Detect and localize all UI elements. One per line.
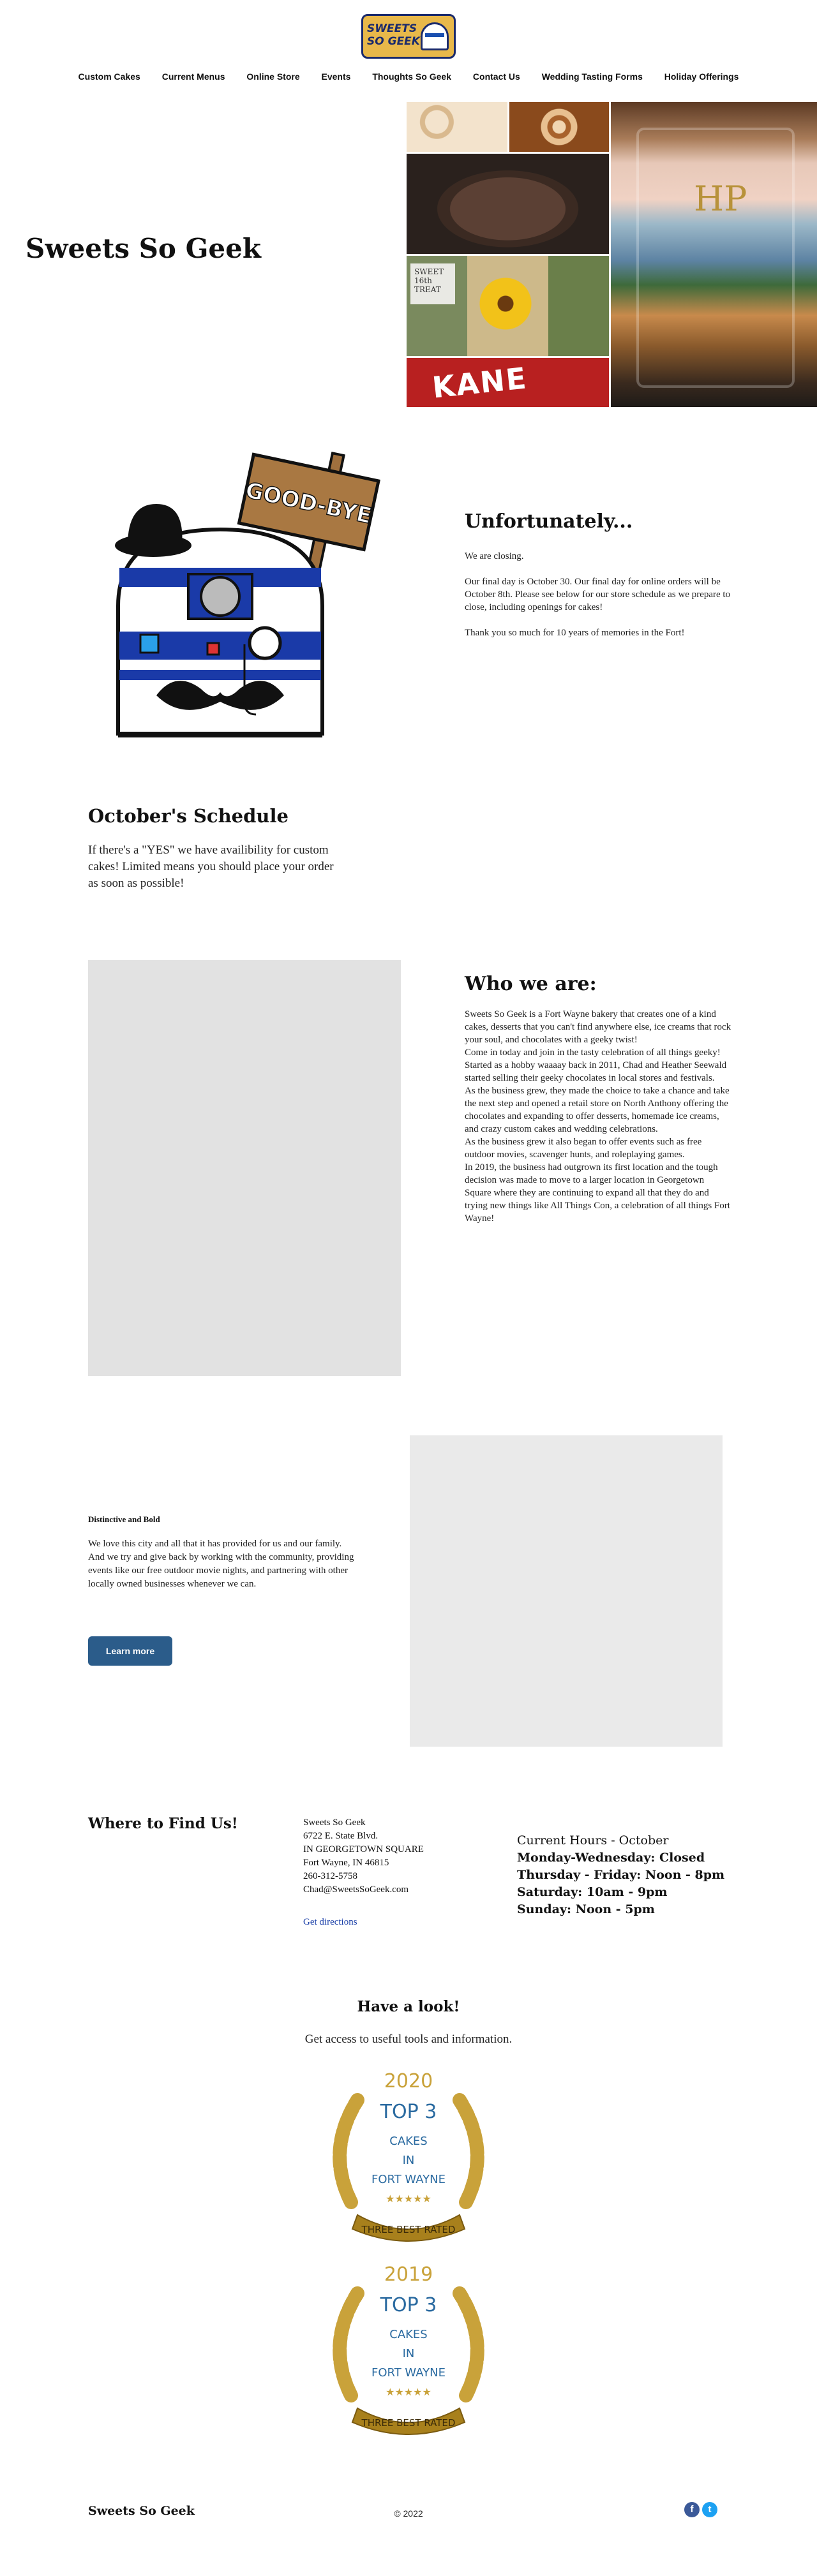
who-we-are-image-placeholder (88, 960, 401, 1376)
have-a-look-title: Have a look! (357, 1998, 460, 2015)
award-badge-2019[interactable] (313, 2255, 504, 2446)
who-we-are-body (465, 1008, 733, 1225)
badge-stars: ★★★★★ (386, 2193, 431, 2205)
hours-block (517, 1832, 734, 1918)
nav-thoughts-so-geek[interactable]: Thoughts So Geek (372, 71, 452, 82)
logo-text: SWEETS SO GEEK (367, 22, 420, 48)
facebook-icon[interactable]: f (684, 2502, 700, 2517)
address-line: IN GEORGETOWN SQUARE (303, 1844, 424, 1854)
goodbye-paragraph: We are closing. (465, 551, 524, 561)
social-links (684, 2502, 720, 2519)
hours-title: Current Hours - October (517, 1833, 669, 1847)
badge-line1: CAKES (389, 2328, 428, 2341)
badge-line3: FORT WAYNE (371, 2173, 446, 2186)
badge-ribbon: THREE BEST RATED (361, 2417, 456, 2429)
badge-top: TOP 3 (380, 2101, 437, 2123)
address-line: 6722 E. State Blvd. (303, 1831, 379, 1841)
site-header (0, 0, 817, 96)
hero-section (0, 102, 817, 407)
goodbye-robot-illustration (105, 440, 393, 746)
october-schedule-title: October's Schedule (88, 805, 289, 827)
logo-robot-icon (421, 22, 449, 50)
who-paragraph: As the business grew, they made the choice to take a chance and take the next step and opened a retail store on North Anthony offering the chocolates and expanding to offer desserts, homemade ice creams, and crazy custom cakes and wedding celebrations. (465, 1086, 730, 1134)
footer-brand: Sweets So Geek (88, 2504, 195, 2518)
badge-ribbon: THREE BEST RATED (361, 2224, 456, 2235)
hero-photo-collage (407, 102, 817, 407)
badge-line1: CAKES (389, 2135, 428, 2148)
hero-title: Sweets So Geek (26, 233, 261, 264)
goodbye-body (465, 550, 733, 652)
email-address: Chad@SweetsSoGeek.com (303, 1884, 409, 1895)
main-nav (0, 71, 817, 82)
goodbye-paragraph: Our final day is October 30. Our final day for online orders will be October 8th. Please see below for our store schedule as we prepare to close, including openings for cakes! (465, 577, 731, 612)
hours-line: Monday-Wednesday: Closed (517, 1851, 705, 1865)
distinctive-body: We love this city and all that it has provided for us and our family. And we try and give back by working with the community, providing events like our free outdoor movie nights, and partnering with other locally owned businesses whenever we can. (88, 1539, 354, 1589)
who-paragraph: Come in today and join in the tasty celebration of all things geeky! (465, 1047, 721, 1058)
collage-photo-spaceship-cake (407, 154, 609, 254)
who-paragraph: As the business grew it also began to offer events such as free outdoor movies, scavenger hunts, and roleplaying games. (465, 1137, 702, 1160)
who-paragraph: In 2019, the business had outgrown its first location and the tough decision was made to move to a larger location in Georgetown Square where they are continuing to expand all that they do and trying new things like All Things Con, a celebration of all things Fort Wayne! (465, 1162, 730, 1224)
have-a-look-subtitle: Get access to useful tools and information. (304, 2032, 513, 2046)
sign-text: GOOD-BYE (243, 477, 374, 529)
learn-more-button[interactable]: Learn more (88, 1636, 172, 1666)
award-badge-2020[interactable] (313, 2062, 504, 2253)
badge-top: TOP 3 (380, 2294, 437, 2316)
hours-line: Saturday: 10am - 9pm (517, 1885, 668, 1899)
goodbye-paragraph: Thank you so much for 10 years of memories in the Fort! (465, 628, 685, 638)
collage-photo-cinnamon-rolls (509, 102, 609, 152)
badge-year: 2019 (384, 2263, 433, 2286)
badge-year: 2020 (384, 2070, 433, 2092)
nav-contact-us[interactable]: Contact Us (472, 71, 520, 82)
nav-holiday-offerings[interactable]: Holiday Offerings (664, 71, 739, 82)
collage-photo-cupcakes (407, 102, 507, 152)
hours-line: Thursday - Friday: Noon - 8pm (517, 1868, 725, 1882)
hours-line: Sunday: Noon - 5pm (517, 1902, 655, 1916)
address-line: Sweets So Geek (303, 1817, 366, 1828)
collage-photo-jersey-cake (407, 358, 609, 407)
nav-events[interactable]: Events (321, 71, 351, 82)
who-we-are-title: Who we are: (465, 973, 597, 995)
nav-current-menus[interactable]: Current Menus (161, 71, 225, 82)
who-paragraph: Started as a hobby waaaay back in 2011, Chad and Heather Seewald started selling their geeky chocolates in local stores and festivals. (465, 1060, 727, 1083)
badge-line2: IN (402, 2347, 415, 2360)
goodbye-title: Unfortunately... (465, 510, 633, 533)
collage-jersey-text: KANE (430, 360, 529, 405)
collage-sign-text: SWEET 16th TREAT (410, 263, 455, 304)
badge-stars: ★★★★★ (386, 2386, 431, 2398)
copyright-text: © 2022 (394, 2508, 423, 2519)
distinctive-image-placeholder (410, 1435, 723, 1747)
twitter-icon[interactable]: t (702, 2502, 717, 2517)
who-paragraph: Sweets So Geek is a Fort Wayne bakery that creates one of a kind cakes, desserts that you can't find anywhere else, ice creams that rock your soul, and chocolates with a geeky twist! (465, 1009, 731, 1045)
collage-photo-tiered-cake (611, 102, 817, 407)
distinctive-title: Distinctive and Bold (88, 1514, 160, 1524)
address-block (303, 1816, 456, 1897)
badge-line3: FORT WAYNE (371, 2366, 446, 2380)
phone-number: 260-312-5758 (303, 1871, 357, 1881)
nav-custom-cakes[interactable]: Custom Cakes (78, 71, 140, 82)
site-logo[interactable] (361, 14, 456, 59)
collage-cake-text: HP (694, 179, 747, 219)
badge-line2: IN (402, 2154, 415, 2167)
nav-wedding-tasting-forms[interactable]: Wedding Tasting Forms (541, 71, 643, 82)
find-us-title: Where to Find Us! (88, 1815, 238, 1832)
october-schedule-text: If there's a "YES" we have availibility for custom cakes! Limited means you should place your order as soon as possible! (88, 843, 334, 890)
get-directions-link[interactable]: Get directions (303, 1917, 357, 1927)
address-line: Fort Wayne, IN 46815 (303, 1858, 389, 1868)
collage-photo-sunflower-cake (407, 256, 609, 356)
nav-online-store[interactable]: Online Store (246, 71, 300, 82)
